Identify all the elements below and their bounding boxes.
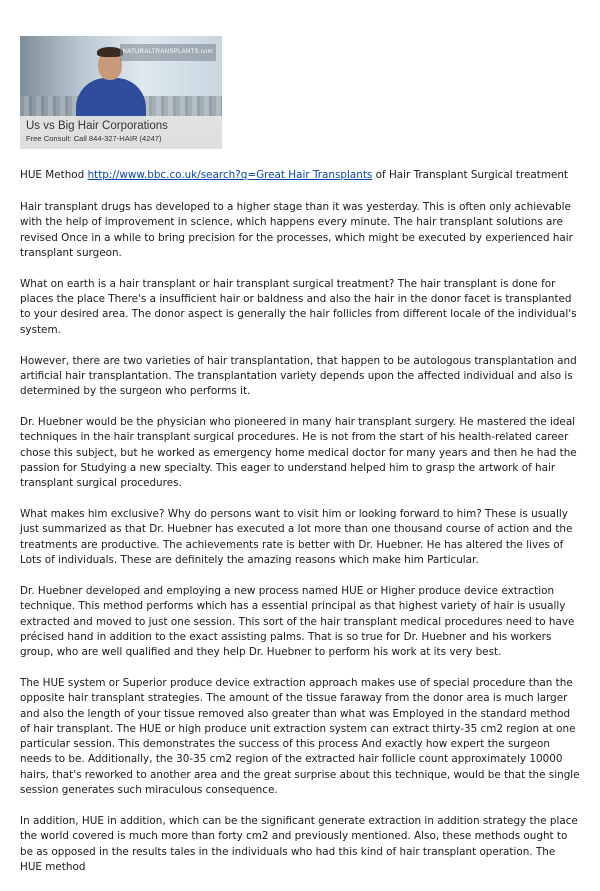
video-thumbnail[interactable] [20,36,222,149]
paragraph: What makes him exclusive? Why do persons want to visit him or looking forward to him? These is usually just summarized as that Dr. Huebner has executed a lot more than one thousand course of action and the treatments are productive. The achievements rate is better with Dr. Huebner. He has altered the lives of Lots of individuals. These are definitely the amazing reasons which make him Particular. [20,508,573,567]
bbc-search-link[interactable]: http://www.bbc.co.uk/search?q=Great Hair Transplants [87,169,373,181]
paragraph: What on earth is a hair transplant or hair transplant surgical treatment? The hair transplant is done for places the place There's a insufficient hair or baldness and also the hair in the donor facet is transplanted to your desired area. The donor aspect is generally the hair follicles from different locale of the individual's system. [20,277,577,336]
video-caption-subtitle: Free Consult: Call 844-327-HAIR (4247) [26,134,162,143]
intro-prefix: HUE Method [20,169,88,181]
paragraph: However, there are two varieties of hair transplantation, that happen to be autologous transplantation and artificial hair transplantation. The transplantation variety depends upon the affected individual and also is determined by the surgeon who performs it. [20,354,577,398]
video-logo: NATURALTRANSPLANTS.com [120,44,216,61]
paragraph: The HUE system or Superior produce device extraction approach makes use of special procedure than the opposite hair transplant strategies. The amount of the tissue faraway from the donor area is much larger and also the length of your tissue removed also greater than what was Employed in the standard method of hair transplant. The HUE or high produce unit extraction system can extract thirty-35 cm2 region at one particular session. This demonstrates the success of this process And exactly how expert the surgeon needs to be. Additionally, the 30-35 cm2 region of the extracted hair follicle count approximately 10000 hairs, that's reworked to another area and the great surprise about this technique, would be that the single session generates such miraculous consequence. [20,676,580,797]
intro-suffix: of Hair Transplant Surgical treatment [372,169,569,181]
paragraph: Dr. Huebner developed and employing a new process named HUE or Higher produce device extraction technique. This method performs which has a essential principal as that highest variety of hair is usually extracted and moved to just one session. This sort of the hair transplant medical procedures need to have précised hand in addition to the exact assisting palms. That is so true for Dr. Huebner and his workers group, who are well qualified and they help Dr. Huebner to perform his work at its very best. [20,584,575,659]
paragraph: Dr. Huebner would be the physician who pioneered in many hair transplant surgery. He mastered the ideal techniques in the hair transplant surgical procedures. He is not from the start of his health-related career chose this subject, but he worked as emergency home medical doctor for many years and then he had the passion for Studying a new specialty. This eager to understand helped him to grasp the artwork of hair transplant surgical procedures. [20,416,577,490]
article-body [20,200,580,891]
paragraph: Hair transplant drugs has developed to a higher stage than it was yesterday. This is often only achievable with the help of improvement in science, which happens every minute. The hair transplant solutions are revised Once in a while to bring precision for the processes, which might be executed by experienced hair transplant surgeon. [20,201,573,259]
video-caption [20,116,222,149]
video-caption-title: Us vs Big Hair Corporations [26,120,168,132]
intro-line [20,168,580,183]
paragraph: In addition, HUE in addition, which can be the significant generate extraction in addition strategy the place the world covered is much more than forty cm2 and previously mentioned. Also, these methods ought to be as opposed in the results tales in the individuals who had this kind of hair transplant operation. The HUE method [20,814,578,873]
